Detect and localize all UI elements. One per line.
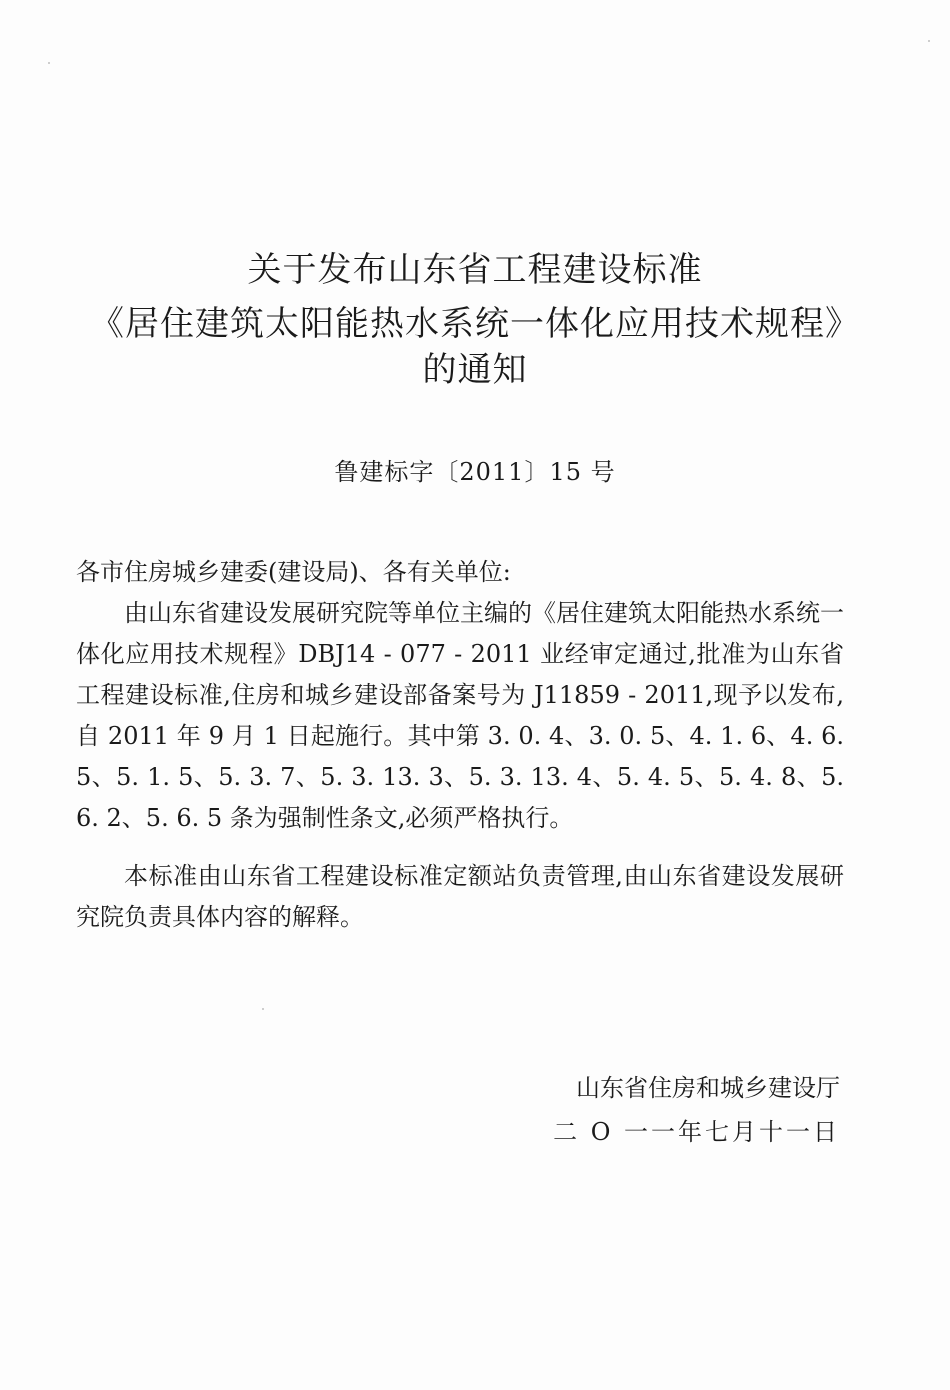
document-number: 鲁建标字〔2011〕15 号 — [334, 458, 616, 486]
body-paragraph: 由山东省建设发展研究院等单位主编的《居住建筑太阳能热水系统一体化应用技术规程》DBJ14 - 077 - 2011 业经审定通过,批准为山东省工程建设标准,住房和城乡建设部备案号为 J11859 - 2011,现予以发布,自 2011 年 9 月 1 日起施行。其中第 3. 0. 4、3. 0. 5、4. 1. 6、4. 6. 5、5. 1. 5、5. 3. 7、5. 3. 13. 3、5. 3. 13. 4、5. 4. 5、5. 4. 8、5. 6. 2、5. 6. 5 条为强制性条文,必须严格执行。 — [76, 599, 844, 832]
scan-speck — [928, 40, 930, 42]
scan-speck — [48, 62, 50, 64]
scan-speck — [262, 1008, 264, 1010]
body-paragraph: 本标准由山东省工程建设标准定额站负责管理,由山东省建设发展研究院负责具体内容的解释。 — [76, 862, 844, 931]
salutation: 各市住房城乡建委(建设局)、各有关单位: — [76, 558, 511, 586]
issue-date: 二 O 一一年七月十一日 — [553, 1118, 840, 1146]
issuing-organization: 山东省住房和城乡建设厅 — [576, 1074, 840, 1102]
notice-title-line-2: 《居住建筑太阳能热水系统一体化应用技术规程》 — [90, 304, 860, 344]
notice-title-line-1: 关于发布山东省工程建设标准 — [247, 250, 703, 290]
notice-title-line-3: 的通知 — [422, 350, 528, 390]
